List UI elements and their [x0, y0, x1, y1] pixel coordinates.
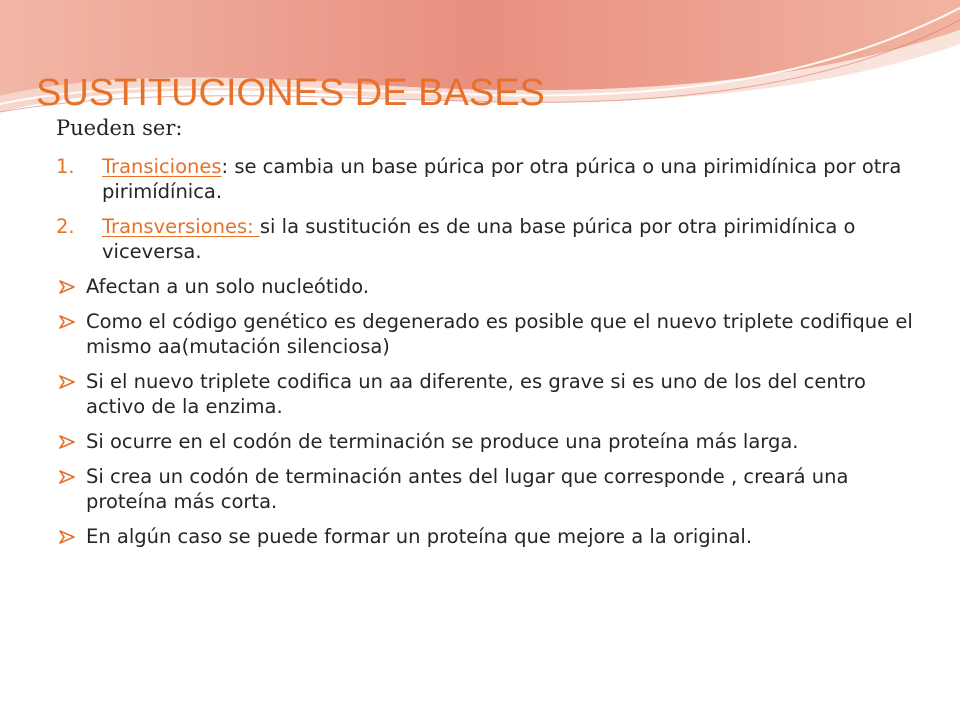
arrow-bullet-icon — [59, 280, 75, 294]
numbered-item — [56, 214, 916, 264]
arrow-bullet-icon — [59, 435, 75, 449]
bullet-item — [56, 274, 916, 299]
bullet-text: Si ocurre en el codón de terminación se produce una proteína más larga. — [86, 430, 799, 453]
intro-text: Pueden ser: — [56, 116, 183, 140]
term-transversiones: Transversiones: — [102, 215, 260, 238]
term-transiciones: Transiciones — [102, 155, 222, 178]
arrow-bullet-icon — [59, 315, 75, 329]
bullet-text: En algún caso se puede formar un proteína que mejore a la original. — [86, 525, 753, 548]
item-number: 2. — [56, 215, 75, 238]
item-number: 1. — [56, 155, 75, 178]
slide-content — [56, 154, 916, 559]
item-text: si la sustitución es de una base púrica por otra pirimidínica o viceversa. — [102, 215, 856, 263]
bullet-text: Si el nuevo triplete codifica un aa diferente, es grave si es uno de los del centro activo de la enzima. — [86, 370, 866, 418]
bullet-text: Afectan a un solo nucleótido. — [86, 275, 370, 298]
item-text: : se cambia un base púrica por otra púrica o una pirimidínica por otra pirimídínica. — [102, 155, 902, 203]
arrow-bullet-icon — [59, 375, 75, 389]
bullet-item — [56, 524, 916, 549]
bullet-list — [56, 274, 916, 549]
bullet-item — [56, 429, 916, 454]
arrow-bullet-icon — [59, 530, 75, 544]
bullet-text: Si crea un codón de terminación antes del lugar que corresponde , creará una proteína más corta. — [86, 465, 849, 513]
bullet-text: Como el código genético es degenerado es posible que el nuevo triplete codifique el mismo aa(mutación silenciosa) — [86, 310, 913, 358]
arrow-bullet-icon — [59, 470, 75, 484]
bullet-item — [56, 464, 916, 514]
slide-title: SUSTITUCIONES DE BASES — [36, 72, 545, 114]
numbered-item — [56, 154, 916, 204]
bullet-item — [56, 369, 916, 419]
bullet-item — [56, 309, 916, 359]
